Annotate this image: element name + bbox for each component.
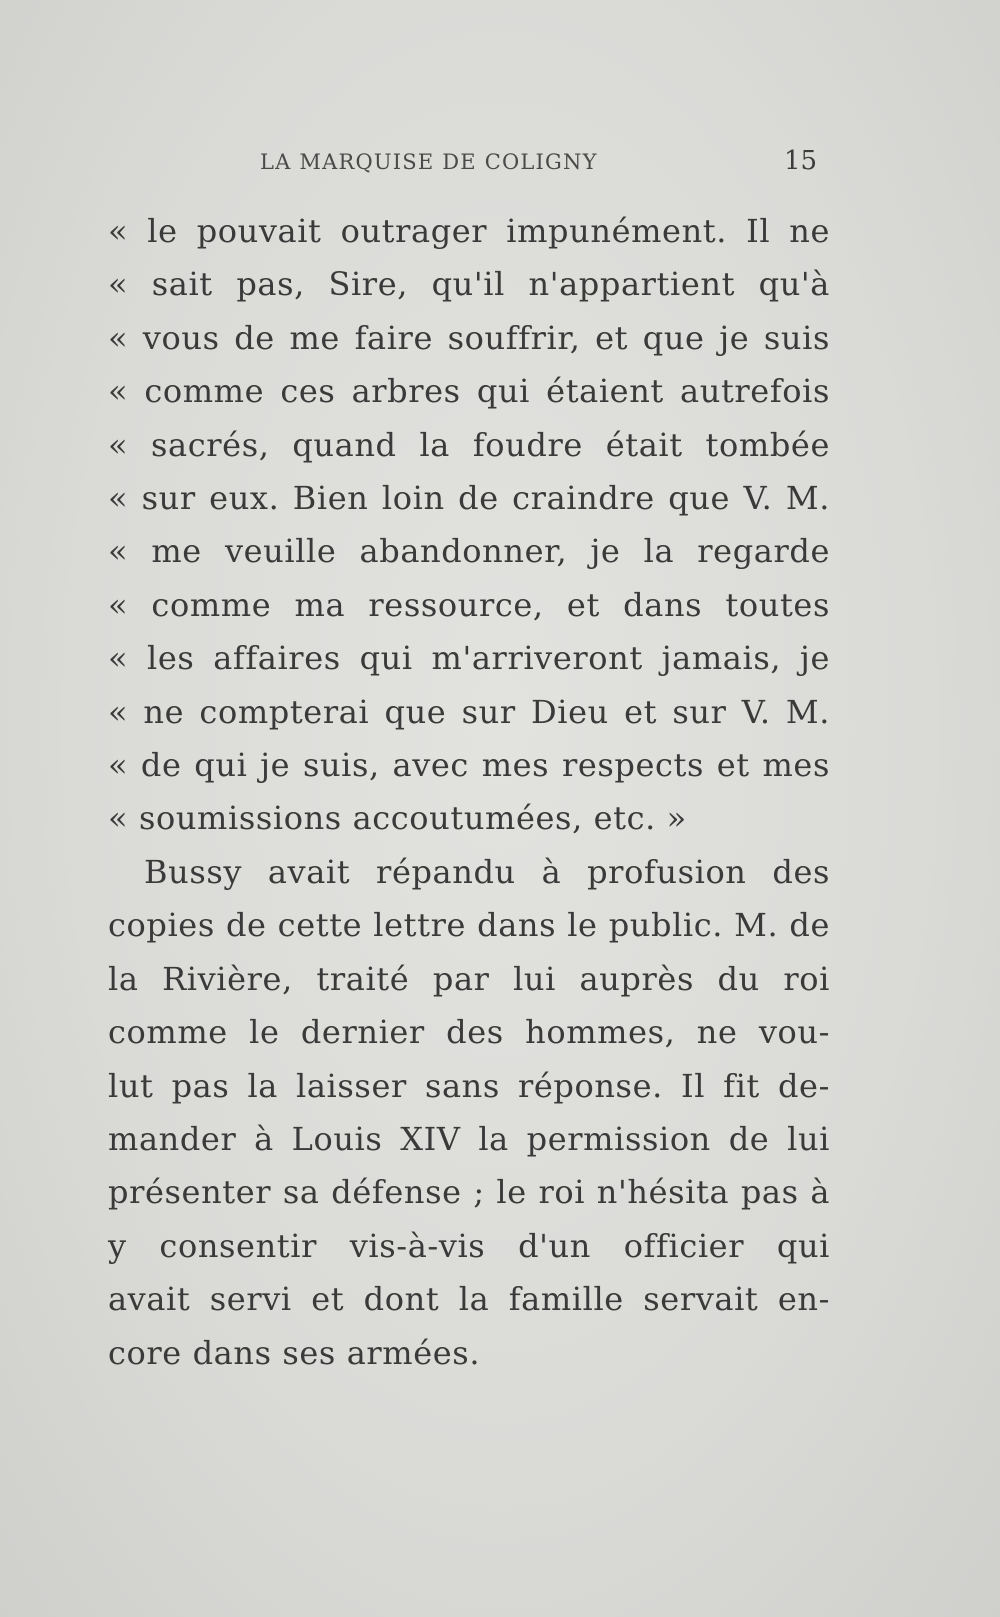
- text-line: « soumissions accoutumées, etc. »: [108, 799, 687, 838]
- text-line: « ne compterai que sur Dieu et sur V. M.: [108, 692, 830, 731]
- text-line: lut pas la laisser sans réponse. Il fit de-: [108, 1066, 830, 1105]
- text-line: core dans ses armées.: [108, 1333, 481, 1372]
- text-line: présenter sa défense ; le roi n'hésita pas à: [108, 1173, 830, 1212]
- running-title: LA MARQUISE DE COLIGNY: [260, 150, 598, 174]
- text-line: « de qui je suis, avec mes respects et mes: [108, 746, 830, 785]
- text-line: « vous de me faire souffrir, et que je suis: [108, 318, 830, 357]
- text-line: copies de cette lettre dans le public. M. de: [108, 906, 830, 945]
- text-line: comme le dernier des hommes, ne vou-: [108, 1013, 830, 1052]
- text-line: la Rivière, traité par lui auprès du roi: [108, 959, 830, 998]
- text-line: « les affaires qui m'arriveront jamais, je: [108, 639, 830, 678]
- text-line: avait servi et dont la famille servait en-: [108, 1280, 830, 1319]
- text-line: « comme ces arbres qui étaient autrefois: [108, 372, 830, 411]
- page-number: 15: [784, 146, 818, 176]
- text-line: « le pouvait outrager impunément. Il ne: [108, 212, 830, 250]
- text-line: « me veuille abandonner, je la regarde: [108, 532, 830, 571]
- text-line: mander à Louis XIV la permission de lui: [108, 1119, 830, 1158]
- text-line: Bussy avait répandu à profusion des: [144, 852, 830, 891]
- text-line: « sur eux. Bien loin de craindre que V. M.: [108, 479, 830, 518]
- text-line: « sait pas, Sire, qu'il n'appartient qu'à: [108, 265, 830, 304]
- body-text: [108, 205, 830, 1380]
- text-line: « sacrés, quand la foudre était tombée: [108, 425, 830, 464]
- text-line: y consentir vis-à-vis d'un officier qui: [108, 1226, 830, 1265]
- text-line: « comme ma ressource, et dans toutes: [108, 585, 830, 624]
